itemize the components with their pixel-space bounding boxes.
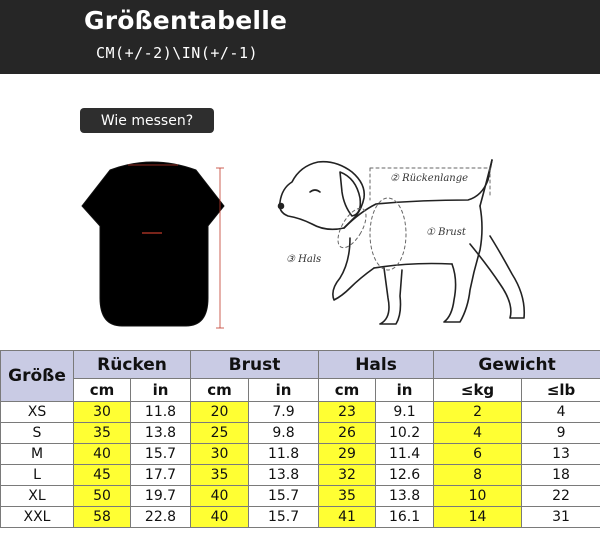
group-header-ruecken: Rücken <box>74 351 191 379</box>
back-length-label: ② Rückenlange <box>390 173 469 184</box>
value-cell: 35 <box>74 423 131 444</box>
value-cell: 45 <box>74 465 131 486</box>
value-cell: 40 <box>191 486 249 507</box>
value-cell: 19.7 <box>131 486 191 507</box>
value-cell: 11.8 <box>249 444 319 465</box>
value-cell: 18 <box>522 465 600 486</box>
value-cell: 22 <box>522 486 600 507</box>
value-cell: 13 <box>522 444 600 465</box>
table-row <box>1 423 600 444</box>
value-cell: 15.7 <box>131 444 191 465</box>
size-cell: XXL <box>1 507 74 528</box>
table-row <box>1 465 600 486</box>
group-header-brust: Brust <box>191 351 319 379</box>
value-cell: 10.2 <box>376 423 434 444</box>
value-cell: 15.7 <box>249 507 319 528</box>
measurement-illustration <box>0 140 600 345</box>
value-cell: 11.8 <box>131 402 191 423</box>
unit-header: cm <box>74 379 131 402</box>
table-row <box>1 402 600 423</box>
value-cell: 11.4 <box>376 444 434 465</box>
tolerance-note: CM(+/-2)\IN(+/-1) <box>96 44 259 62</box>
value-cell: 30 <box>191 444 249 465</box>
value-cell: 13.8 <box>249 465 319 486</box>
value-cell: 10 <box>434 486 522 507</box>
size-table <box>0 350 600 528</box>
value-cell: 58 <box>74 507 131 528</box>
value-cell: 7.9 <box>249 402 319 423</box>
value-cell: 17.7 <box>131 465 191 486</box>
chest-label: ① Brust <box>426 227 466 238</box>
dog-outline-icon <box>279 160 525 324</box>
value-cell: 31 <box>522 507 600 528</box>
value-cell: 25 <box>191 423 249 444</box>
neck-label: ③ Hals <box>286 254 322 265</box>
value-cell: 12.6 <box>376 465 434 486</box>
value-cell: 14 <box>434 507 522 528</box>
value-cell: 8 <box>434 465 522 486</box>
size-cell: XL <box>1 486 74 507</box>
table-row <box>1 486 600 507</box>
unit-header: cm <box>319 379 376 402</box>
value-cell: 50 <box>74 486 131 507</box>
header-bar <box>0 0 600 74</box>
unit-header: in <box>131 379 191 402</box>
value-cell: 16.1 <box>376 507 434 528</box>
value-cell: 9.8 <box>249 423 319 444</box>
value-cell: 40 <box>191 507 249 528</box>
size-cell: XS <box>1 402 74 423</box>
table-row <box>1 507 600 528</box>
value-cell: 35 <box>319 486 376 507</box>
size-cell: L <box>1 465 74 486</box>
value-cell: 32 <box>319 465 376 486</box>
value-cell: 2 <box>434 402 522 423</box>
value-cell: 20 <box>191 402 249 423</box>
unit-header: cm <box>191 379 249 402</box>
value-cell: 29 <box>319 444 376 465</box>
value-cell: 9.1 <box>376 402 434 423</box>
value-cell: 22.8 <box>131 507 191 528</box>
size-cell: M <box>1 444 74 465</box>
value-cell: 41 <box>319 507 376 528</box>
group-header-gewicht: Gewicht <box>434 351 600 379</box>
unit-header: ≤kg <box>434 379 522 402</box>
value-cell: 23 <box>319 402 376 423</box>
garment-icon <box>82 162 224 328</box>
value-cell: 4 <box>434 423 522 444</box>
value-cell: 30 <box>74 402 131 423</box>
unit-header: in <box>376 379 434 402</box>
group-header-hals: Hals <box>319 351 434 379</box>
size-cell: S <box>1 423 74 444</box>
value-cell: 9 <box>522 423 600 444</box>
value-cell: 4 <box>522 402 600 423</box>
value-cell: 6 <box>434 444 522 465</box>
value-cell: 40 <box>74 444 131 465</box>
how-to-measure-button[interactable]: Wie messen? <box>80 108 214 133</box>
page-title: Größentabelle <box>84 6 288 35</box>
value-cell: 35 <box>191 465 249 486</box>
size-column-header: Größe <box>1 351 74 402</box>
unit-header: ≤lb <box>522 379 600 402</box>
unit-row <box>1 379 600 402</box>
table-body <box>1 402 600 528</box>
value-cell: 13.8 <box>376 486 434 507</box>
value-cell: 15.7 <box>249 486 319 507</box>
table-row <box>1 444 600 465</box>
value-cell: 26 <box>319 423 376 444</box>
unit-header: in <box>249 379 319 402</box>
value-cell: 13.8 <box>131 423 191 444</box>
